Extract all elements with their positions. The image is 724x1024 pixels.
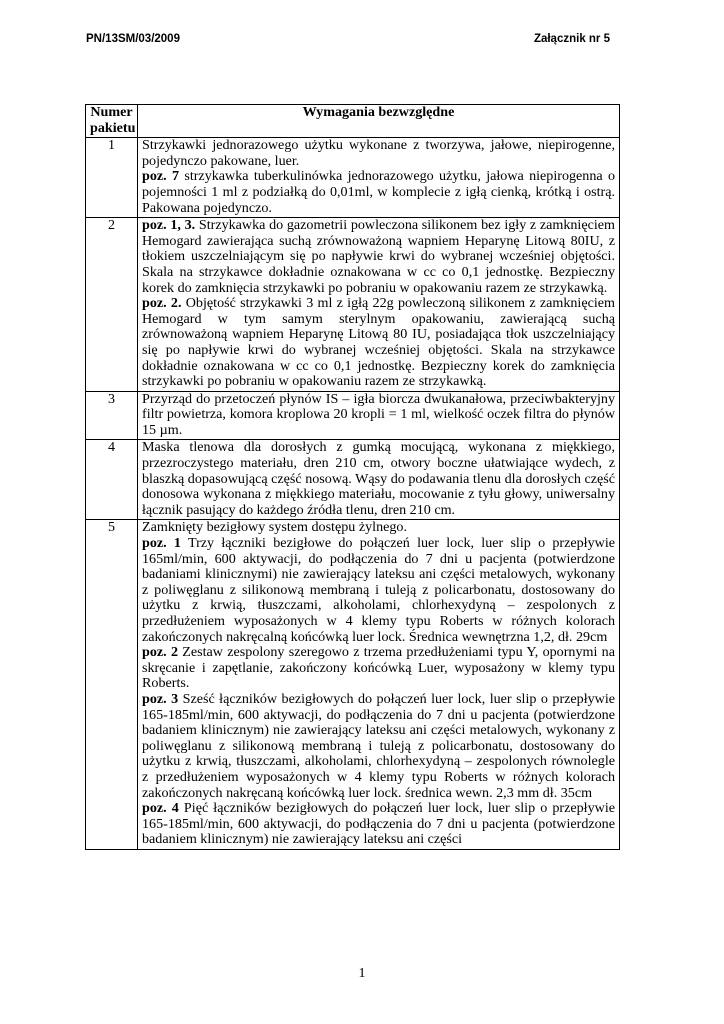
requirement-paragraph [142,692,615,801]
package-requirements [138,218,620,392]
attachment-label: Załącznik nr 5 [533,33,610,45]
requirements-table [85,104,620,850]
position-label: poz. 2 [142,644,178,661]
requirement-paragraph [142,296,615,390]
package-number: 4 [86,440,138,520]
table-row [86,520,620,849]
requirement-text: Trzy łączniki bezigłowe do połączeń luer lock, luer slip o przepływie 165ml/min, 600 aktywacji, do podłączenia do 7 dni u pacjenta (potwierdzone badaniami klinicznymi) nie zawierający lateksu ani części metalowych, wykonany z poliwęglanu z silikonową membraną i tuleją z policarbonatu, dostosowany do użytku z krwią, tłuszczami, alkoholami, chlorhexydyną – zespolonych z przedłużeniem wyposażonych w 4 klemy typu Roberts w różnych kolorach zakończonych nakręcalną końcówką luer lock. Średnica wewnętrzna 1,2, dł. 29cm [142,535,615,645]
requirement-paragraph [142,392,615,439]
package-requirements [138,391,620,440]
requirement-text: Zestaw zespolony szeregowo z trzema przedłużeniami typu Y, opornymi na skręcanie i zapętlanie, zakończony końcówką Luer, wyposażony w klemy typu Roberts. [142,644,615,692]
package-number: 1 [86,138,138,218]
requirement-text: Sześć łączników bezigłowych do połączeń luer lock, luer slip o przepływie 165-185ml/min, 600 aktywacji, do podłączenia do 7 dni u pacjenta (potwierdzone badaniem klinicznym) nie zawierający lateksu ani części metalowych, wykonany z poliwęglanu z silikonową membraną i tuleją z policarbonatu, dostosowany do użytku z krwią, tłuszczami, alkoholami, chlorhexydyną – zespolonych równolegle z przedłużeniem wyposażonych w 4 klemy typu Roberts w różnych kolorach zakończonych nakręcaną końcówką luer lock. średnica wewn. 2,3 mm dł. 35cm [142,690,616,801]
table-row [86,391,620,440]
requirement-text: strzykawka tuberkulinówka jednorazowego użytku, jałowa niepirogenna o pojemności 1 ml z podziałką do 0,01ml, w komplecie z igłą cienką, krótką i ostrą. Pakowana pojedynczo. [142,168,616,216]
position-label: poz. 3 [142,690,179,707]
package-number: 3 [86,391,138,440]
requirement-paragraph [142,218,615,296]
requirement-paragraph [142,801,615,848]
requirement-text: Maska tlenowa dla dorosłych z gumką mocującą, wykonana z miękkiego, przezroczystego materiału, dren 210 cm, otwory boczne ułatwiające wydech, z blaszką dopasowującą część nosową. Wąsy do podawania tlenu dla dorosłych część donosowa wykonana z miękkiego materiału, mocowanie z tyłu głowy, uniwersalny łącznik pasujący do każdego źródła tlenu, dren 210 cm. [142,439,615,518]
package-number: 2 [86,218,138,392]
column-header-requirements: Wymagania bezwzględne [138,105,620,138]
table-row [86,218,620,392]
column-header-number: Numer pakietu [86,105,138,138]
requirement-text: Pięć łączników bezigłowych do połączeń luer lock, luer slip o przepływie 165-185ml/min, 600 aktywacji, do podłączenia do 7 dni u pacjenta (potwierdzone badaniem klinicznym) nie zawierający lateksu ani części [142,800,615,848]
package-requirements [138,520,620,849]
position-label: poz. 1 [142,535,181,552]
requirement-text: Strzykawki jednorazowego użytku wykonane z tworzywa, jałowe, niepirogenne, pojedynczo pakowane, luer. [142,137,615,169]
package-requirements [138,440,620,520]
requirement-text: Objętość strzykawki 3 ml z igłą 22g powleczoną silikonem z zamknięciem Hemogard w tym samym sterylnym opakowaniu, zawierającą suchą zrównoważoną wapniem Heparynę Litową 80 IU, posiadająca tłok uszczelniający się po napływie krwi do wybranej wcześniej objętości. Skala na strzykawce dokładnie oznakowana w cc co 0,1 jednostkę. Bezpieczny korek do zamknięcia strzykawki po pobraniu w opakowaniu razem ze strzykawką. [142,295,615,390]
requirements-rows [86,138,620,850]
package-requirements [138,138,620,218]
position-label: poz. 2. [142,295,182,312]
requirement-paragraph [142,520,615,536]
page-number: 1 [358,966,366,981]
position-label: poz. 1, 3. [142,217,196,234]
requirement-paragraph [142,169,615,216]
requirement-text: Przyrząd do przetoczeń płynów IS – igła biorcza dwukanałowa, przeciwbakteryjny filtr powietrza, komora kroplowa 20 kropli = 1 ml, wielkość oczek filtra do płynów 15 µm. [142,390,615,438]
requirement-paragraph [142,645,615,692]
position-label: poz. 4 [142,800,179,817]
table-row [86,138,620,218]
requirement-paragraph [142,536,615,645]
requirement-paragraph [142,440,615,518]
position-label: poz. 7 [142,168,180,185]
requirement-text: Zamknięty bezigłowy system dostępu żylnego. [142,519,407,536]
requirement-text: Strzykawka do gazometrii powleczona silikonem bez igły z zamknięciem Hemogard zawierająca suchą zrównoważoną wapniem Heparynę Litową 80IU, z tłokiem uszczelniającym się po napływie krwi do wybranej wcześniej objętości. Skala na strzykawce dokładnie oznakowana w cc co 0,1 jednostkę. Bezpieczny korek do zamknięcia strzykawki po pobraniu w opakowaniu razem ze strzykawką. [142,217,615,296]
table-header-row [86,105,620,138]
requirement-paragraph [142,138,615,169]
document-code: PN/13SM/03/2009 [86,33,180,45]
table-row [86,440,620,520]
package-number: 5 [86,520,138,849]
